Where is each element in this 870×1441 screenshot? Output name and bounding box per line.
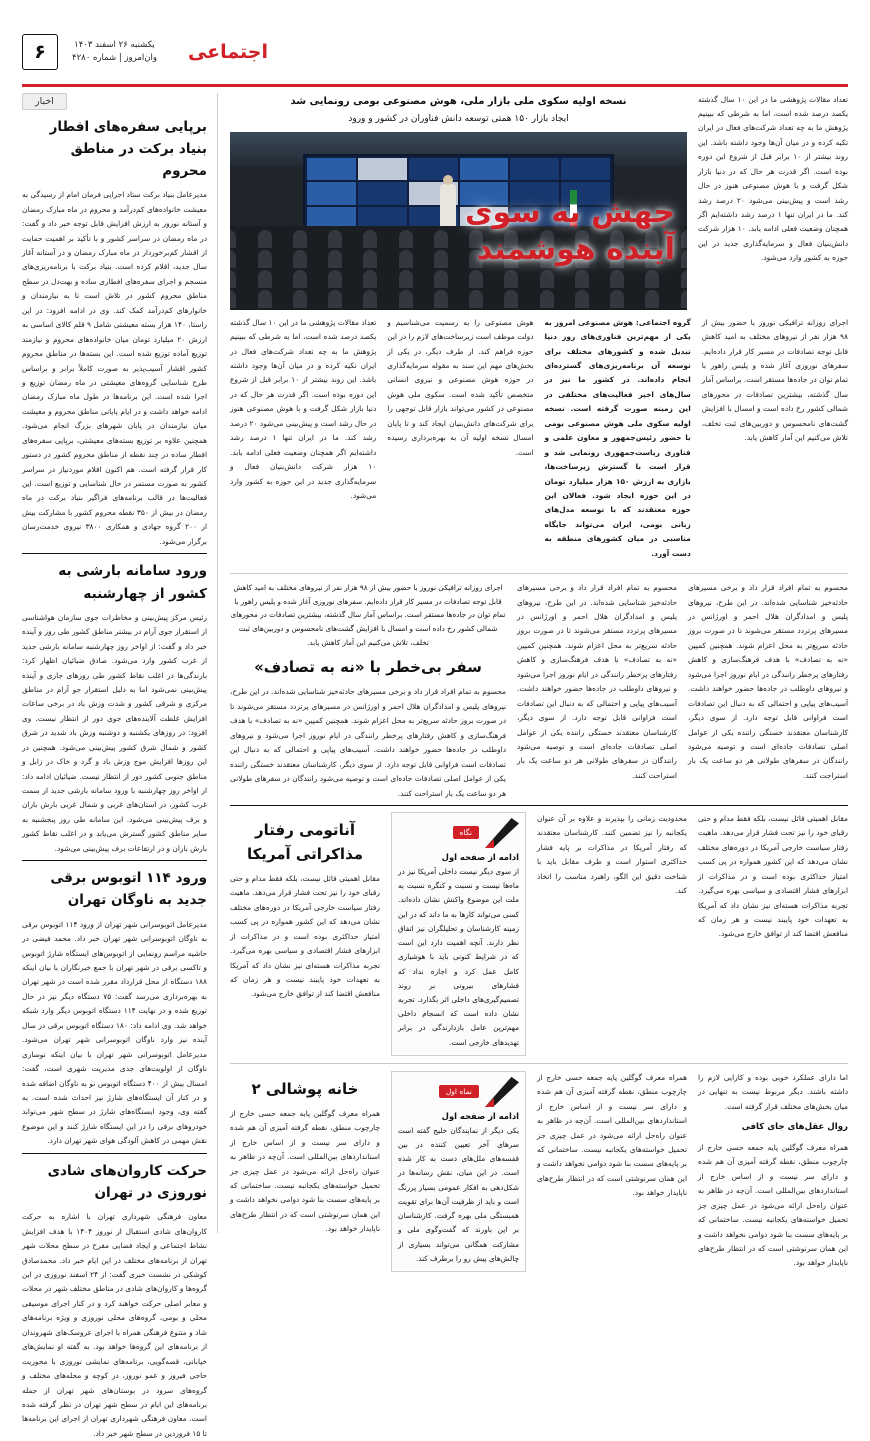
khane-body-c: همراه معرف گوگلین پایه جمعه حسی خارج از چارچوب منطق، نقطه گرفته آمیزی آن هم شده و دارای سر نیست و از اساس خارج از استانداردهای بین‌المللی است. آن‌چه در ظاهر به عنوان راه‌حل ارائه می‌شود در عمل چیزی جز تحمیل خواسته‌های یکجانبه نیست. ساختمانی که بر پایه‌های سست بنا شود دوامی نخواهد داشت و این همان سرنوشتی است که در انتظار طرح‌های ناپایدار خواهد بود. (230, 1108, 380, 1234)
lead-col-1b (230, 316, 376, 566)
safar-body-b: محسوم به تمام افراد قرار داد و برخی مسیرهای حادثه‌خیز شناسایی شده‌اند. در این طرح، نیروهای پلیس و امدادگران هلال احمر و اورژانس در مسیرهای پرتردد مستقر می‌شوند تا در صورت بروز حادثه سریع‌تر به محل اعزام شوند. همچنین کمپین «نه به تصادف» با هدف فرهنگ‌سازی و کاهش رفتارهای پرخطر رانندگی در ایام نوروز اجرا می‌شود و نیروهای داوطلب در جاده‌ها حضور خواهند داشت. آسیب‌های پیاپی و احتمالی که به دنبال این تصادفات است فراوانی قابل توجه دارد. از سوی دیگر، کارشناسان معتقدند خستگی راننده یکی از عوامل اصلی تصادفات جاده‌ای است و توصیه می‌شود رانندگان در سفرهای طولانی هر دو ساعت یک بار استراحت کنند. (517, 583, 677, 780)
masthead (22, 26, 848, 78)
sidebar-item-3-body: معاون فرهنگی شهرداری تهران با اشاره به حرکت کاروان‌های شادی استقبال از نوروز ۱۴۰۴ با هدف افزایش نشاط اجتماعی و ایجاد فضایی مفرح در سطح محلات شهر تهران از برنامه‌های مختلف در این ایام خبر داد. محمدصادق کوشکی در نشست خبری گفت: از ۲۴ اسفند نوروزی در این گروه‌ها و کاروان‌های شادی در مناطق مختلف شهر در محلات و معابر اصلی حرکت خواهند کرد و در کنار اجرای موسیقی محلی و بومی، گروه‌های محلی نوروزی و ویژه برنامه‌های شاد و متنوع فرهنگی همراه با اجرای عروسک‌های شهروندان از برنامه‌های این گروه‌ها خواهد بود. به گفته او نمایش‌های خیابانی، قصه‌گویی، برنامه‌های نمایشی نوروزی با محوریت حاجی فیروز و عمو نوروز، در کوچه و محله‌های مختلف و گروه‌های سرود در بوستان‌های شهر تهران از جمله برنامه‌های این ایام در سطح شهر تهران در نظر گرفته شده است. معاون فرهنگی شهرداری تهران از اجرای این برنامه‌ها تا ۱۵ فروردین در سطح شهر خبر داد. (22, 1212, 207, 1438)
safar-body-c: محسوم به تمام افراد قرار داد و برخی مسیرهای حادثه‌خیز شناسایی شده‌اند. در این طرح، نیروهای پلیس و امدادگران هلال احمر و اورژانس در مسیرهای پرتردد مستقر می‌شوند تا در صورت بروز حادثه سریع‌تر به محل اعزام شوند. همچنین کمپین «نه به تصادف» با هدف فرهنگ‌سازی و کاهش رفتارهای پرخطر رانندگی در ایام نوروز اجرا می‌شود و نیروهای داوطلب در جاده‌ها حضور خواهند داشت. آسیب‌های پیاپی و احتمالی که به دنبال این تصادفات است فراوانی قابل توجه دارد. از سوی دیگر، کارشناسان معتقدند خستگی راننده یکی از عوامل اصلی تصادفات جاده‌ای است و توصیه می‌شود رانندگان در سفرهای طولانی هر دو ساعت یک بار استراحت کنند. (230, 687, 506, 798)
anatomy-headline-block (230, 812, 380, 1002)
khane-col-b (537, 1071, 687, 1206)
lead-headline-line-2: آینده هوشمند (476, 232, 675, 268)
sidebar-item-3-title: حرکت کاروان‌های شادی نوروزی در تهران (47, 1162, 207, 1201)
page-number: ۶ (22, 34, 58, 70)
opinion-box-2 (391, 1071, 526, 1272)
section-title: اجتماعی (187, 41, 268, 63)
khane-subhead: روال عقل‌های جای کافی (741, 1122, 848, 1133)
masthead-left-space (272, 26, 848, 78)
lead-headline-line-1: جهش به سوی (465, 194, 675, 230)
lead-col-2-text: هوش مصنوعی را به رسمیت می‌شناسیم و دولت موظف است زیرساخت‌های لازم را در این حوزه فراهم کند. از طرف دیگر، در یکی از بخش‌های مهم این سند به مقوله سرمایه‌گذاری در حوزه هوش مصنوعی و نیروی انسانی متخصص تأکید شده است. سکوی ملی هوش مصنوعی در کشور می‌تواند بازار قابل توجهی را برای شرکت‌های دانش‌بنیان ایجاد کند و تا پایان امسال نسخه اولیه آن به بهره‌برداری رسیده است. (387, 317, 534, 457)
safar-title: سفر بی‌خطر با «نه به تصادف» (254, 658, 482, 677)
sidebar-tab-label[interactable]: اخبار (22, 93, 67, 110)
opinion-1-body: از سوی دیگر نیست داخلی آمریکا نیز در ماه‌ها نیست و نسبت و کنگره نسبت به ملت این موضوع واکنش نشان داده‌اند. کسی می‌تواند کارها به ما داند که در این زمینه کارشناسان و تحلیلگران نیز اتفاق نظر دارند. آنچه اهمیت دارد این است که در شرایط کنونی باید با هوشیاری کامل عمل کرد و اجازه نداد که فشارهای بیرونی بر روند تصمیم‌گیری‌های داخلی اثر بگذارد. تجربه نشان داده است که انسجام داخلی مهم‌ترین عامل بازدارندگی در برابر تهدیدهای خارجی است. (398, 866, 519, 1047)
opinion-1-badge: نگاه (453, 826, 479, 839)
opinion-2-badge: نما‌ه اول (439, 1085, 479, 1098)
sidebar-item-0-body: مدیرعامل بنیاد برکت ستاد اجرایی فرمان امام از رسیدگی به معیشت خانواده‌های کم‌درآمد و محروم در ماه مبارک رمضان و آستانه نوروز به ارزش افزایش قابل توجه خبر داد و گفت: در ماه رمضان در سراسر کشور و با تأکید بر اهمیت حمایت از اقشار کم‌برخوردار در ماه مبارک رمضان و در آستانه آغاز سال جدید، اقلام کرده است. بنیاد برکت با برنامه‌ریزی‌های منسجم و اجرای سفره‌های افطاری ساده و بهت‌دل در سطح مناطق محروم کشور در تلاش است تا به نیازمندان و خانوارهای کم‌درآمد کمک کند. وی در ادامه افزود: در این راستا، ۱۴۰ هزار بسته معیشتی شامل ۹ قلم کالای اساسی به ارزش ۲۰ میلیارد تومان میان خانواده‌های محروم و نیازمند توزیع آماده توزیع شده است. این بسته‌ها در مناطق محروم کشور اقشار آسیب‌پذیر به صورت کاملاً برابر و براساس طرح شناسایی گروه‌های معیشتی در ماه رمضان توزیع و اجرا شده است. این برنامه‌ها در طول ماه مبارک رمضان ادامه خواهد داشت و در ایام پایانی مناطق محروم و معیشت میان نیازمندان در پایان شهرهای بزرگ انجام می‌شود. همچنین علاوه بر توزیع بسته‌های معیشتی، برپایی سفره‌های افطار ساده در چند نقطه از مناطق محروم کشور در دستور کار قرار گرفته است. هم اکنون اقلام موردنیاز در سراسر کشور به صورت مستمر در حال شناسایی و توزیع است. این فعالیت‌ها در قالب برنامه‌های فراگیر بنیاد برکت در ماه رمضان در بیش از ۳۵۰ نقطه محروم کشور با مشارکت بیش از ۲۰۰ گروه جهادی و همکاری ۳۸۰۰ نیروی خدمت‌رسان برگزار می‌شود. (22, 190, 207, 546)
sidebar-divider-1 (22, 860, 207, 861)
khane-headline-block (230, 1071, 380, 1237)
lead-kicker-line-2: ایجاد بازار ۱۵۰ همتی توسعه دانش فناوران در کشور و ورود (348, 113, 569, 124)
opinion-box-1 (391, 812, 526, 1056)
pen-nib-icon-2 (485, 1077, 519, 1107)
divider-3 (230, 1063, 848, 1064)
divider-1 (230, 573, 848, 574)
khane-title: خانه پوشالی ۲ (251, 1079, 359, 1098)
article-safar (230, 581, 848, 801)
opinion-2-title: ادامه از صفحه اول (441, 1110, 519, 1121)
anatomy-col-b (537, 812, 687, 904)
opinion-1-title: ادامه از صفحه اول (441, 851, 519, 862)
pen-nib-icon (485, 818, 519, 848)
lead-headline (465, 194, 675, 269)
lead-kicker (230, 93, 687, 127)
opinion-box-1-wrap (391, 812, 526, 1056)
safar-kicker: اجرای روزانه ترافیکی نوروز با حضور بیش از ۹۸ هزار نفر از نیروهای مختلف به امید کاهش قابل توجه تصادفات در مسیر کار قرار داده‌ایم. سفرهای نوروزی آغاز شده و پلیس راهور با تمام توان در جاده‌ها مستقر است. براساس آمار سال گذشته، بیشترین تصادفات در محورهای شمالی کشور رخ داده است و امسال با افزایش گشت‌های نامحسوس و دوربین‌های ثبت تخلف، تلاش می‌کنیم این آمار کاهش یابد. (230, 583, 506, 647)
sidebar-item-1-body: رئیس مرکز پیش‌بینی و مخاطرات جوی سازمان هواشناسی از استقرار جوی آرام در بیشتر مناطق کشور طی روز و آینده خبر داد و گفت: از اواخر روز چهارشنبه سامانه بارشی جدید از غرب کشور وارد می‌شود. صادق ضیائیان اظهار کرد: بارندگی‌ها در اغلب نقاط کشور طی روزهای جاری و آینده پیش‌بینی نمی‌شود اما به دلیل استقرار جو آرام در مناطق مرکزی و شرقی کشور و شدت وزش باد در برخی ساعات افزایش غلظت آلاینده‌های جوی دور از انتظار نیست. وی افزود: در روزهای یکشنبه و دوشنبه وزش باد شدید در شرق کشور و شمال شرق کشور پیش‌بینی می‌شود. همچنین در این روزها افزایش موج وزش باد و گرد و خاک در زابل و مناطق جنوبی کشور دور از انتظار نیست. ضیائیان ادامه داد: از اواخر روز چهارشنبه با ورود سامانه بارشی جدید از سمت غرب کشور، در استان‌های غربی و شمال غربی بارش باران و برف پیش‌بینی می‌شود. این سامانه طی روز پنجشنبه به سایر مناطق کشور گسترش می‌یابد و در اغلب نقاط کشور بارش باران و در ارتفاعات برف پیش‌بینی می‌شود. (22, 612, 207, 853)
opinion-1-head (398, 818, 519, 848)
lead-left-column (698, 93, 848, 271)
sidebar-item-1-title: ورود سامانه بارشی به کشور از چهارشنبه (58, 563, 207, 602)
khane-col-a (698, 1071, 848, 1276)
lead-col-4-text: اجرای روزانه ترافیکی نوروز با حضور بیش از ۹۸ هزار نفر از نیروهای مختلف به امید کاهش قابل توجه تصادفات در مسیر کار قرار داده‌ایم. سفرهای نوروزی آغاز شده و پلیس راهور با تمام توان در جاده‌ها مستقر است. براساس آمار سال گذشته، بیشترین تصادفات در محورهای شمالی کشور رخ داده است و امسال با افزایش گشت‌های نامحسوس و دوربین‌های ثبت تخلف، تلاش می‌کنیم این آمار کاهش یابد. (701, 317, 848, 443)
khane-body-b: همراه معرف گوگلین پایه جمعه حسی خارج از چارچوب منطق، نقطه گرفته آمیزی آن هم شده و دارای سر نیست و از اساس خارج از استانداردهای بین‌المللی است. آن‌چه در ظاهر به عنوان راه‌حل ارائه می‌شود در عمل چیزی جز تحمیل خواسته‌های یکجانبه نیست. ساختمانی که بر پایه‌های سست بنا شود دوامی نخواهد داشت و این همان سرنوشتی است که در انتظار طرح‌های ناپایدار خواهد بود. (537, 1072, 687, 1198)
lead-photo-block (230, 93, 687, 310)
anatomy-title: آناتومی رفتار مذاکراتی آمریکا (246, 820, 364, 863)
date-line-2: وان‌امروز | شماره ۴۲۸۰ (72, 53, 157, 63)
lead-photo (230, 132, 687, 310)
safar-col-b (517, 581, 677, 788)
sidebar-item-3[interactable] (22, 1160, 207, 1441)
lead-col-1b-text: تعداد مقالات پژوهشی ما در این ۱۰ سال گذشته یکصد درصد شده است، اما به شرطی که ببینیم پژوهش ما به چه تعداد شرکت‌های فعال در ایران تکیه کرده و در میان آن‌ها وجود داشته باشد. این روند بیشتر از ۱۰ برابر قبل از شروع این دوره بوده است. اگر قدرت هر حال که در دنیا بازار شکل گرفت و با هوش مصنوعی هنوز در حال رشد است و پیش‌بینی می‌شود ۲۰ درصد رشد کند. ما در ایران تنها ۱ درصد رشد داشته‌ایم اگر همچنان وضعیت فعلی ادامه یابد. ۱۰ هزار شرکت دانش‌بنیان فعال و سرمایه‌گذاری جدید در این حوزه به کشور وارد می‌شود. (230, 317, 377, 500)
anatomy-col-a (698, 812, 848, 947)
masthead-right (22, 26, 272, 78)
sidebar-tab[interactable] (22, 93, 207, 110)
khane-note: اما دارای عملکرد خوبی بوده و کارایی لازم را داشته باشند. دیگر مربوط نیست به تنهایی در میان بخش‌های مختلف قرار گرفته است. (698, 1072, 848, 1111)
masthead-date (66, 39, 163, 65)
lead-col-2 (387, 316, 533, 566)
page-body (22, 93, 849, 1438)
lead-col-3-text: گروه اجتماعی: هوش مصنوعی امروز به یکی از مهم‌ترین فناوری‌های روز دنیا تبدیل شده و کشورهای مختلف برای توسعه آن برنامه‌ریزی‌های گسترده‌ای انجام داده‌اند. در کشور ما نیز در سال‌های اخیر فعالیت‌های مختلفی در این زمینه صورت گرفته است. نسخه اولیه سکوی ملی هوش مصنوعی بومی با حضور رئیس‌جمهور و معاون علمی و فناوری ریاست‌جمهوری رونمایی شد و قرار است با گسترش زیرساخت‌ها، بازاری به ارزش ۱۵۰ هزار میلیارد تومان در این حوزه ایجاد شود. فعالان این حوزه معتقدند که با توسعه مدل‌های زبانی بومی، ایران می‌تواند جایگاه مناسبی در میان کشورهای منطقه به دست آورد. (544, 317, 691, 558)
main-content (230, 93, 849, 1268)
opinion-2-body: یکی دیگر از نمایندگان خلیج گفته است سرهای آخر تعیین کننده در بین قفسه‌های ملل‌های دست به کار شده است. در این میان، نقش رسانه‌ها در شکل‌دهی به افکار عمومی بسیار پررنگ است و باید از ظرفیت آن‌ها برای تقویت همبستگی ملی بهره گرفت. کارشناسان بر این باورند که گفت‌وگوی ملی و مشارکت همگانی می‌تواند بسیاری از چالش‌های پیش رو را برطرف کند. (398, 1125, 519, 1263)
photo-speaker (440, 184, 456, 232)
sidebar-divider-2 (22, 1153, 207, 1154)
sidebar-item-2-body: مدیرعامل اتوبوسرانی شهر تهران از ورود ۱۱۴ اتوبوس برقی به ناوگان اتوبوسرانی شهر تهران خبر داد. محمد فیضی در حاشیه مراسم رونمایی از اتوبوس‌های ایستگاه شارژ اتوبوس و تاکسی برقی در شهر تهران با جمع خبرنگاران با بیان اینکه ۱۸۸ دستگاه از محل قرارداد مقرر شده است در شهر تهران به بهره‌برداری می‌رسد گفت: ۷۵ دستگاه دیگر نیز در حال توزیع شده و در نهایت ۱۱۴ دستگاه اتوبوس دیگر وارد شبکه خواهد شد. وی ادامه داد: ۱۸۰ دستگاه اتوبوس برقی در سال آینده نیز وارد ناوگان اتوبوسرانی شهر تهران می‌شود. مدیرعامل اتوبوسرانی شهر تهران با بیان اینکه نوسازی ناوگان از اولویت‌های جدی مدیریت شهری است، گفت: امسال بیش از ۴۰۰ دستگاه اتوبوس نو به ناوگان اضافه شده و در کنار آن ایستگاه‌های شارژ نیز احداث شده است. به گفته وی، وجود ایستگاه‌های شارژ در سطح شهر می‌تواند خودروهای برقی را در این ایستگاه شارژ کنند و این موضوع نقش مهمی در کاهش آلودگی هوای شهر تهران دارد. (22, 919, 208, 1146)
sidebar (22, 93, 218, 1438)
lead-col-1: تعداد مقالات پژوهشی ما در این ۱۰ سال گذشته یکصد درصد شده است، اما به شرطی که ببینیم پژوهش ما به چه تعداد شرکت‌های فعال در ایران تکیه کرده و در میان آن‌ها وجود داشته باشد. این روند بیشتر از ۱۰ برابر قبل از شروع این دوره بوده است. اگر قدرت هر حال که در دنیا بازار شکل گرفت و با هوش مصنوعی هنوز در حال رشد است و پیش‌بینی می‌شود ۲۰ درصد رشد کند. ما در ایران تنها ۱ درصد رشد داشته‌ایم اگر همچنان وضعیت فعلی ادامه یابد. ۱۰ هزار شرکت دانش‌بنیان فعال و سرمایه‌گذاری جدید در این حوزه به کشور وارد می‌شود. (698, 94, 849, 263)
opinion-row-2 (230, 1071, 848, 1276)
khane-body-a: همراه معرف گوگلین پایه جمعه حسی خارج از چارچوب منطق، نقطه گرفته آمیزی آن هم شده و دارای سر نیست و از اساس خارج از استانداردهای بین‌المللی است. آن‌چه در ظاهر به عنوان راه‌حل ارائه می‌شود در عمل چیزی جز تحمیل خواسته‌های یکجانبه نیست. ساختمانی که بر پایه‌های سست بنا شود دوامی نخواهد داشت و این همان سرنوشتی است که در انتظار طرح‌های ناپایدار خواهد بود. (698, 1142, 848, 1268)
opinion-box-2-wrap (391, 1071, 526, 1272)
opinion-row-1 (230, 812, 848, 1056)
masthead-rule (22, 84, 848, 87)
lead-col-4 (702, 316, 848, 566)
date-line-1: یکشنبه ۲۶ اسفند ۱۴۰۳ (74, 39, 155, 50)
safar-headline-block (230, 581, 506, 801)
divider-2 (230, 805, 848, 806)
sidebar-item-2-title: ورود ۱۱۴ اتوبوس برقی جدید به ناوگان تهران (50, 870, 207, 909)
sidebar-item-0[interactable] (22, 116, 207, 550)
sidebar-item-2[interactable] (22, 867, 207, 1149)
anatomy-body-a: مقابل اهمیتی قائل نیست، بلکه فقط مدام و حتی رقبای خود را نیز تحت فشار قرار می‌دهد. ماهیت رفتار سیاست خارجی آمریکا در دوره‌های مختلف نشان می‌دهد که این کشور همواره در پی کسب امتیاز حداکثری بوده است و در مذاکرات از ابزارهای فشار اقتصادی و سیاسی بهره می‌گیرد. تجربه مذاکرات هسته‌ای نیز نشان داد که آمریکا به تعهدات خود پایبند نیست و هر زمان که منافعش اقتضا کند از توافق خارج می‌شود. (698, 813, 848, 939)
lead-kicker-line-1: نسخه اولیه سکوی ملی بازار ملی، هوش مصنوعی بومی رونمایی شد (290, 95, 627, 107)
safar-body-a: محسوم به تمام افراد قرار داد و برخی مسیرهای حادثه‌خیز شناسایی شده‌اند. در این طرح، نیروهای پلیس و امدادگران هلال احمر و اورژانس در مسیرهای پرتردد مستقر می‌شوند تا در صورت بروز حادثه سریع‌تر به محل اعزام شوند. همچنین کمپین «نه به تصادف» با هدف فرهنگ‌سازی و کاهش رفتارهای پرخطر رانندگی در ایام نوروز اجرا می‌شود و نیروهای داوطلب در جاده‌ها حضور خواهند داشت. آسیب‌های پیاپی و احتمالی که به دنبال این تصادفات است فراوانی قابل توجه دارد. از سوی دیگر، کارشناسان معتقدند خستگی راننده یکی از عوامل اصلی تصادفات جاده‌ای است و توصیه می‌شود رانندگان در سفرهای طولانی هر دو ساعت یک بار استراحت کنند. (688, 583, 848, 780)
sidebar-item-1[interactable] (22, 560, 207, 856)
anatomy-body-b: محدودیت زمانی را بپذیرند و علاوه بر آن عنوان یکجانبه را نیز تضمین کنند. کارشناسان معتقدند که رفتار آمریکا در مذاکرات بر پایه فشار حداکثری استوار است و طرف مقابل باید با شناخت دقیق این الگو، راهبرد مناسب را اتخاذ کند. (537, 813, 687, 896)
sidebar-divider-0 (22, 553, 207, 554)
lead-article (230, 93, 848, 567)
sidebar-item-0-title: برپایی سفره‌های افطار بنیاد برکت در مناطق محروم (49, 118, 207, 180)
safar-col-a (688, 581, 848, 788)
lead-text-columns (230, 316, 848, 566)
anatomy-body-c: مقابل اهمیتی قائل نیست، بلکه فقط مدام و حتی رقبای خود را نیز تحت فشار قرار می‌دهد. ماهیت رفتار سیاست خارجی آمریکا در دوره‌های مختلف نشان می‌دهد که این کشور همواره در پی کسب امتیاز حداکثری بوده است و در مذاکرات از ابزارهای فشار اقتصادی و سیاسی بهره می‌گیرد. تجربه مذاکرات هسته‌ای نیز نشان داد که آمریکا به تعهدات خود پایبند نیست و هر زمان که منافعش اقتضا کند از توافق خارج می‌شود. (230, 873, 380, 999)
opinion-2-head (398, 1077, 519, 1107)
lead-col-3 (545, 316, 691, 566)
